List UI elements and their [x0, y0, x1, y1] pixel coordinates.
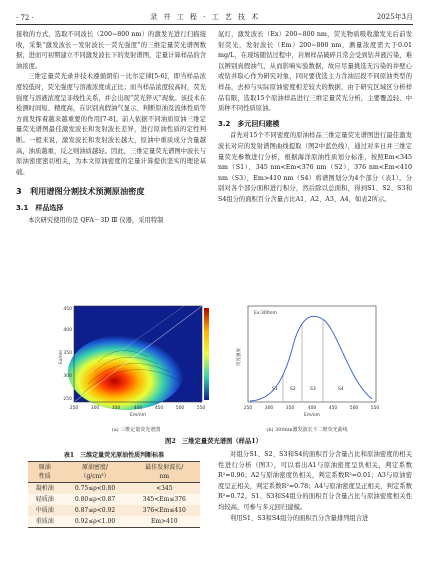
paragraph: 本次研究使用的是 QFA－3D Ⅲ 仪器，采用特制 [28, 216, 164, 224]
table-cell: 345<Em≤376 [129, 494, 200, 505]
table-row [28, 505, 200, 516]
table-cell: 重质油 [28, 516, 61, 528]
x-tick: 250 [69, 406, 79, 411]
heat-blob [68, 334, 184, 410]
table-1 [28, 450, 200, 528]
table-header: 原油 性质 [28, 462, 61, 483]
table-cell: 凝析油 [28, 483, 61, 495]
y-axis-label: 荧光强度 [237, 348, 242, 366]
x-tick: 350 [285, 406, 295, 411]
page-header [16, 10, 413, 25]
x-tick: 550 [196, 406, 206, 411]
colorbar [204, 308, 209, 400]
table-row [28, 494, 200, 505]
table-cell: Em>410 [129, 516, 200, 528]
region-label: S1 [272, 387, 278, 392]
left-column [16, 30, 206, 226]
journal-title: 录 井 工 程 · 工 艺 技 术 [150, 13, 261, 21]
y-tick: 450 [63, 307, 72, 312]
figure-2b [232, 302, 382, 433]
table-row [28, 516, 200, 528]
table-cell: 0.87≤ρ<0.92 [61, 505, 128, 516]
oil-property-table [28, 461, 200, 528]
table-header: 原油密度/ （g/cm³） [61, 462, 128, 483]
subsection-heading: 3.2 多元回归建模 [218, 119, 280, 128]
page-number: · 72 · [16, 14, 34, 22]
table-cell: 0.75≤ρ<0.80 [61, 483, 128, 495]
y-tick: 350 [63, 351, 72, 356]
x-axis-label: Em/nm [130, 413, 146, 418]
table-cell: 0.92≤ρ<1.00 [61, 516, 128, 528]
paragraph: 三维定量荧光录井技术遵循朗伯－比尔定律[5-6]，即当样品浓度较低时，荧光强度与溶液浓度成正比；而当样品浓度较高时，荧光强度与溶液浓度呈非线性关系，并会出现“荧光猝灭”现象。该技术在检测时间短、精度高，在识别真假油气显示、判断原油及流体性质等方面发挥着越来越重要的作用[7-8]。前人依据不同油质原油三维定量荧光谱图最佳激发波长和发射波长差异，进行原油性质的定性判断。一般来说，激发波长和发射波长越大，原油中重质成分含量越高，油质越重，反之则油质越轻。因此，三维定量荧光谱图中波长与原油密度密切相关，为本文原油密度的定量计算提供坚实的理论基础。 [16, 73, 206, 176]
paragraph: 利用S1、S3和S4组分的面积百分含量排列组合进 [230, 514, 369, 522]
paragraph: 首先对15个不同密度的原油样品三维定量荧光谱图进行最佳激发波长对应的发射谱图曲线提取（图2中蓝色线），通过对多日并三维定量荧光参数进行分析，根据海洋原油性质划分标准，按照Em<345 nm（S1），345 nm<Em<376 nm（S2），376 nm<Em<410 nm（S3），Em>410 nm（S4）将谱图划分为4个部分（表1）。分别对各个部分面积进行积分，然后除以总面积，得到S1、S2、S3和S4组分的面积百分含量占比A1、A2、A3、A4，如表2所示。 [218, 132, 412, 203]
right-column [218, 30, 412, 206]
table-cell: <345 [129, 483, 200, 495]
table-cell: 中质油 [28, 505, 61, 516]
figure-2a [58, 302, 214, 433]
paragraph: 接收的方式，选取不同波长（200~800 nm）的激发光进行扫描接收，采集“激发波长－发射波长－荧光强度”的三维定量荧光谱图数据，进而可初期建立不同激发波长下的发射谱图，定量计算样品的含油浓度。 [16, 31, 206, 70]
table-cell: 轻质油 [28, 494, 61, 505]
table-row [28, 483, 200, 495]
legend: Ex:300nm [254, 311, 277, 316]
x-tick: 500 [349, 406, 359, 411]
table-cell: 376<Em≤410 [129, 505, 200, 516]
emission-curve-chart [232, 302, 382, 420]
figure-caption: 图2 三维定量荧光谱图（样品1） [165, 438, 262, 445]
x-tick: 400 [133, 406, 143, 411]
y-tick: 300 [63, 374, 72, 379]
paragraph: 氙灯，激发波长（Ex）200~800 nm，荧光物质吸收激发光后前发射荧光，发射波长（Em）200~800 nm，测量浓度需大于0.01 mg/L，在现场随钻过程中，岩屑样品破碎且常会受到钻井液污染，难以辨别真假油气，从而影响实验数据，故应尽量挑选无污染的井壁心或钻井取心作为研究对象，同时要优选主力含油层段不同原油类型的样品，去掉与实际原油密度相差较大的数据，由于研究区域区分析样品有限，选取15个原油样品进行三维定量荧光分析，主要覆盖轻、中质种不同性质原油。 [218, 31, 412, 113]
x-tick: 300 [90, 406, 100, 411]
x-tick: 450 [328, 406, 338, 411]
section-heading: 3 利用谱图分割技术预测原油密度 [16, 186, 145, 197]
x-tick: 450 [154, 406, 164, 411]
x-tick: 250 [243, 406, 253, 411]
y-tick: 250 [63, 397, 72, 402]
subfigure-caption: (b) 300nm激发波长下二维荧光曲线 [266, 427, 348, 433]
table-caption: 表1 三维定量荧光原油性质判断标准 [63, 452, 165, 459]
x-tick: 350 [111, 406, 121, 411]
y-axis-label: Ex/nm [59, 349, 64, 365]
subsection-heading: 3.1 样品选择 [16, 203, 64, 212]
x-tick: 400 [307, 406, 317, 411]
table-header: 最佳发射波长/ nm [129, 462, 200, 483]
x-tick: 300 [264, 406, 274, 411]
x-axis-label: Em/nm [304, 413, 320, 418]
right-column-bottom [218, 450, 412, 524]
region-label: S2 [290, 387, 296, 392]
table-cell: 0.80≤ρ<0.87 [61, 494, 128, 505]
x-tick: 550 [370, 406, 380, 411]
subfigure-caption: (a) 三维定量荧光谱图 [111, 427, 161, 433]
region-label: S4 [338, 387, 344, 392]
fluorescence-contour-map [58, 302, 214, 420]
region-label: S3 [310, 387, 316, 392]
issue-date: 2025年3月 [376, 13, 413, 21]
paragraph: 对组分S1、S2、S3和S4的面积百分含量占比和原油密度的相关性进行分析（图3），可以看出A1与原油密度呈负相关，判定系数R²=0.96；A2与原油密度负相关，判定系数R²=0.01；A3与原油密度呈正相关，判定系数R²=0.78；A4与原油密度呈正相关，判定系数R²=0.72。S1、S3和S4组分的面积百分含量占比与原油密度相关性均较高，可参与多元回归建模。 [218, 451, 412, 511]
y-tick: 400 [63, 328, 72, 333]
x-tick: 500 [175, 406, 185, 411]
